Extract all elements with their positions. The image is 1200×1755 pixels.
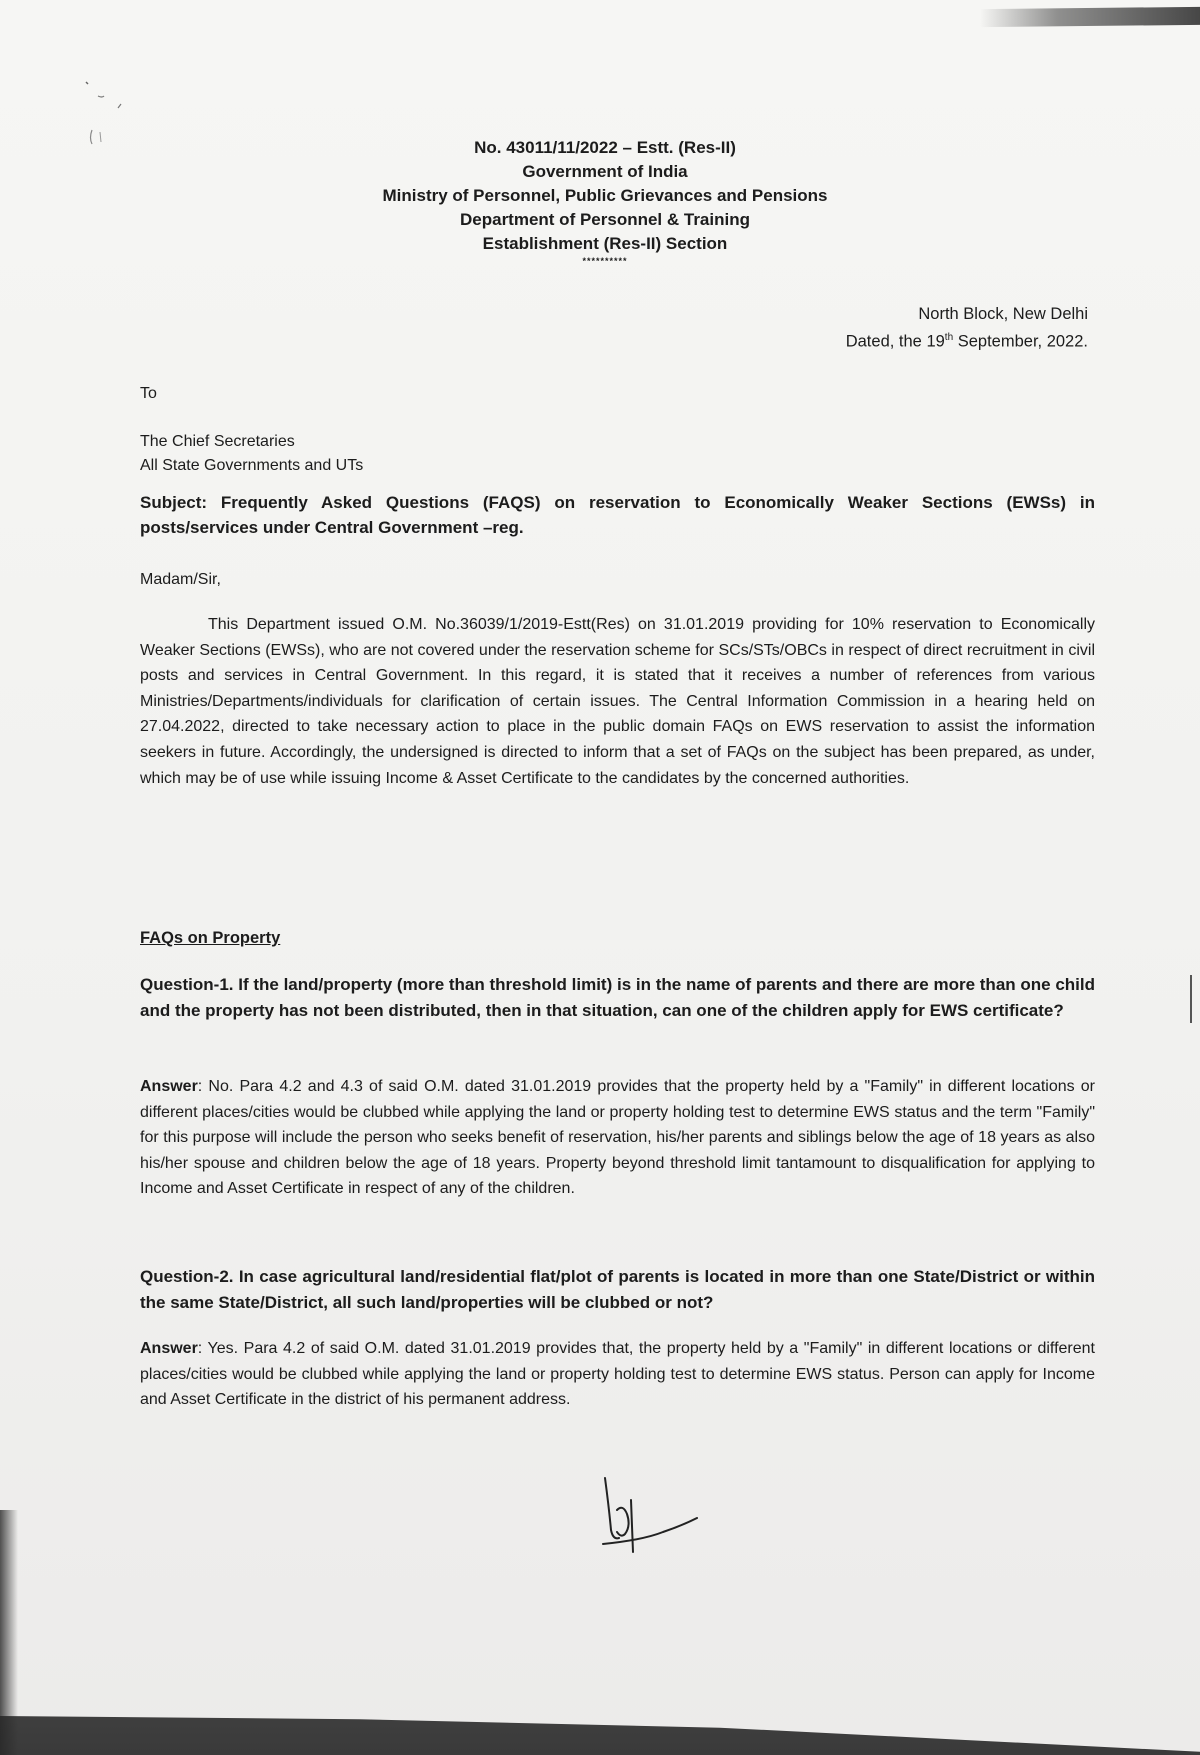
department-name: Department of Personnel & Training [460,210,750,229]
stray-scan-mark [1190,975,1192,1023]
date-suffix: September, 2022. [953,332,1088,351]
to-label: To [140,385,157,402]
subject-line: Subject: Frequently Asked Questions (FAQS) on reservation to Economically Weaker Sections (EWSs) in posts/services under Central Government –reg. [140,493,1095,537]
answer-label: Answer [140,1340,198,1357]
date-prefix: Dated, the 19 [845,332,945,351]
initials-signature [595,1470,705,1565]
date-ordinal: th [944,332,954,343]
scan-shadow-bottom [0,1690,1200,1755]
place-location: North Block, New Delhi [918,305,1088,323]
header-separator: ********** [582,256,628,266]
scan-shadow-left [0,1510,18,1755]
addressee [140,430,1095,478]
section-name: Establishment (Res-II) Section [482,234,728,253]
letter-date [846,326,1088,354]
faq-question-2: Question-2. In case agricultural land/residential flat/plot of parents is located in more than one State/District or within the same State/District, all such land/properties will be clubbed or not? [140,1267,1095,1312]
reference-number: No. 43011/11/2022 – Estt. (Res-II) [474,138,736,157]
letterhead [250,136,960,266]
salutation: Madam/Sir, [140,571,221,588]
answer-text: : No. Para 4.2 and 4.3 of said O.M. dated 31.01.2019 provides that the property held by a "Family" in different locations or different places/cities would be clubbed while applying the land or property holding test to determine EWS status and the term "Family" for this purpose will include the person who seeks benefit of reservation, his/her parents and siblings below the age of 18 years as also his/her spouse and children below the age of 18 years. Property beyond threshold limit tantamount to disqualification for applying to Income and Asset Certificate in respect of any of the children. [140,1078,1095,1198]
addressee-line-2: All State Governments and UTs [140,457,364,474]
faq-answer-2 [140,1336,1095,1413]
section-heading: FAQs on Property [140,929,281,947]
answer-text: : Yes. Para 4.2 of said O.M. dated 31.01.2019 provides that, the property held by a "Family" in different locations or different places/cities would be clubbed while applying the land or property holding test to determine EWS status. Person can apply for Income and Asset Certificate in the district of his permanent address. [140,1340,1095,1409]
faq-answer-1 [140,1074,1095,1202]
government-name: Government of India [522,162,688,181]
place-and-date [846,302,1088,354]
body-paragraph: This Department issued O.M. No.36039/1/2019-Estt(Res) on 31.01.2019 providing for 10% reservation to Economically Weaker Sections (EWSs), who are not covered under the reservation scheme for SCs/STs/OBCs in respect of direct recruitment in civil posts and services in Central Government. In this regard, it is stated that it receives a number of references from various Ministries/Departments/individuals for clarification of certain issues. The Central Information Commission in a hearing held on 27.04.2022, directed to take necessary action to place in the public domain FAQs on EWS reservation to assist the information seekers in future. Accordingly, the undersigned is directed to inform that a set of FAQs on the subject has been prepared, as under, which may be of use while issuing Income & Asset Certificate to the candidates by the concerned authorities. [140,616,1095,787]
addressee-line-1: The Chief Secretaries [140,433,295,450]
pencil-marks [78,78,138,158]
ministry-name: Ministry of Personnel, Public Grievances and Pensions [382,186,828,205]
scan-shadow-top [980,7,1200,27]
faq-question-1: Question-1. If the land/property (more than threshold limit) is in the name of parents and there are more than one child and the property has not been distributed, then in that situation, can one of the children apply for EWS certificate? [140,975,1095,1020]
answer-label: Answer [140,1078,198,1095]
